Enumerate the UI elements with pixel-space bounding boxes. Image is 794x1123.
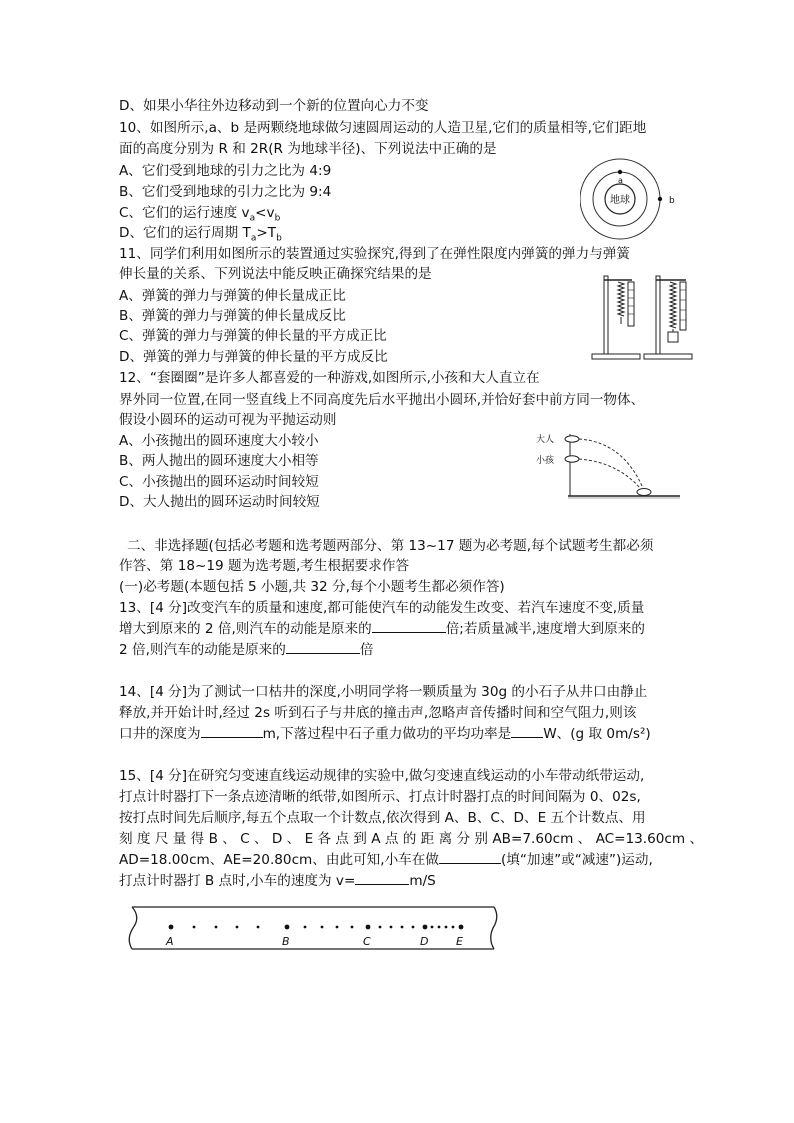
section2-heading-line1: 二、非选择题(包括必考题和选考题两部分、第 13~17 题为必考题,每个试题考生都必须 [127, 538, 654, 554]
tape-label-D: D [420, 935, 429, 948]
q10-option-d-text: D、它们的运行周期 T [119, 225, 251, 241]
q15-line5 [119, 851, 653, 869]
tape-dot-A [169, 925, 174, 930]
tape-right-tear [491, 907, 497, 949]
q14-line3-a: 口井的深度为 [119, 726, 201, 742]
q10-option-c-text: C、它们的运行速度 v [119, 205, 250, 221]
q11-option-a: A、弹簧的弹力与弹簧的伸长量成正比 [119, 288, 346, 304]
q12-stem-line3: 假设小圆环的运动可视为平抛运动则 [119, 412, 337, 428]
spring-stand-right [644, 276, 692, 359]
q10-option-c-sub2: b [274, 213, 281, 224]
tape-dot-B [285, 925, 290, 930]
satellite-b-label: b [669, 196, 675, 206]
q14-line3-b: m,下落过程中石子重力做功的平均功率是 [262, 726, 512, 742]
satellite-a-dot [618, 170, 622, 174]
q12-stem-line1: 12、“套圈圈”是许多人都喜爱的一种游戏,如图所示,小孩和大人直立在 [119, 370, 540, 386]
q15-line5-a: AD=18.00cm、AE=20.80cm、由此可知,小车在做 [119, 852, 439, 868]
q11-option-c: C、弹簧的弹力与弹簧的伸长量的平方成正比 [119, 328, 387, 344]
q10-option-a: A、它们受到地球的引力之比为 4:9 [119, 163, 332, 179]
q10-option-b: B、它们受到地球的引力之比为 9:4 [119, 184, 332, 200]
q15-answer-blank-velocity[interactable] [355, 872, 409, 885]
q10-option-c-mid: <v [255, 205, 275, 221]
q10-option-d-sub1: a [250, 233, 257, 244]
q11-option-b: B、弹簧的弹力与弹簧的伸长量成反比 [119, 308, 346, 324]
q15-line3: 按打点时间先后顺序,每五个点取一个计数点,依次得到 A、B、C、D、E 五个计数点、用 [119, 810, 646, 826]
child-ring [565, 456, 579, 462]
q13-line3 [119, 641, 373, 659]
section2-heading-line2: 作答、第 18~19 题为选考题,考生根据要求作答 [119, 558, 410, 574]
q11-stem-line2: 伸长量的关系、下列说法中能反映正确探究结果的是 [119, 266, 432, 282]
q14-line2: 释放,并开始计时,经过 2s 听到石子与井底的撞击声,忽略声音传播时间和空气阻力,则该 [119, 705, 637, 721]
q13-line2 [119, 620, 645, 638]
ticker-tape-figure [128, 903, 500, 953]
satellite-b-dot [658, 197, 662, 201]
q10-stem-line2: 面的高度分别为 R 和 2R(R 为地球半径)、下列说法中正确的是 [119, 141, 497, 157]
q14-line3-c: W、(g 取 0m/s²) [543, 726, 651, 742]
child-trajectory [579, 459, 640, 488]
tape-label-A: A [166, 935, 174, 948]
q10-option-d-sub2: b [276, 233, 282, 244]
child-label: 小孩 [536, 456, 555, 466]
adult-trajectory [579, 439, 642, 486]
adult-ring [565, 436, 579, 442]
q13-line3-b: 倍 [359, 642, 374, 658]
earth-label: 地球 [610, 195, 630, 206]
q10-option-d-mid: >T [256, 225, 277, 241]
tape-dot-E [459, 925, 464, 930]
tape-dot-D [423, 925, 428, 930]
q14-answer-blank-depth[interactable] [201, 725, 263, 738]
tape-left-tear [129, 907, 137, 949]
spring-stand-left [592, 276, 640, 359]
tape-label-E: E [456, 935, 463, 948]
q15-line1: 15、[4 分]在研究匀变速直线运动规律的实验中,做匀变速直线运动的小车带动纸带运动, [119, 768, 645, 784]
tape-label-B: B [282, 935, 290, 948]
q10-stem-line1: 10、如图所示,a、b 是两颗绕地球做匀速圆周运动的人造卫星,它们的质量相等,它们距地 [119, 120, 647, 136]
adult-label: 大人 [536, 435, 555, 445]
section2-subheading: (一)必考题(本题包括 5 小题,共 32 分,每个小题考生都必须作答) [119, 579, 505, 595]
q12-option-a: A、小孩抛出的圆环速度大小较小 [119, 433, 319, 449]
q15-line2: 打点计时器打下一条点迹清晰的纸带,如图所示、打点计时器打点的时间间隔为 0、02s, [119, 789, 641, 805]
tape-dot-C [366, 925, 371, 930]
q12-option-c: C、小孩抛出的圆环运动时间较短 [119, 474, 319, 490]
q13-answer-blank-2[interactable] [286, 641, 360, 654]
q15-line6-a: 打点计时器打 B 点时,小车的速度为 v= [119, 873, 356, 889]
q13-line3-a: 2 倍,则汽车的动能是原来的 [119, 642, 286, 658]
q12-stem-line2: 界外同一位置,在同一竖直线上不同高度先后水平抛出小圆环,并恰好套中前方同一物体、 [119, 392, 645, 408]
ring-toss-figure [532, 428, 682, 504]
q14-line3 [119, 725, 651, 743]
q15-line5-b: (填“加速”或“减速”)运动, [500, 852, 653, 868]
q14-line1: 14、[4 分]为了测试一口枯井的深度,小明同学将一颗质量为 30g 的小石子从井口由静止 [119, 684, 648, 700]
q13-answer-blank-1[interactable] [372, 620, 446, 633]
satellite-orbit-figure [580, 156, 686, 246]
q13-line1: 13、[4 分]改变汽车的质量和速度,都可能使汽车的动能发生改变、若汽车速度不变,质量 [119, 600, 645, 616]
q15-line6 [119, 872, 436, 890]
q11-stem-line1: 11、同学们利用如图所示的装置通过实验探究,得到了在弹性限度内弹簧的弹力与弹簧 [119, 246, 630, 262]
q14-answer-blank-power[interactable] [511, 725, 543, 738]
q15-line6-b: m/S [409, 873, 436, 889]
q9-option-d: D、如果小华往外边移动到一个新的位置向心力不变 [119, 98, 429, 114]
spring-apparatus-figure [590, 270, 702, 362]
q13-line2-a: 增大到原来的 2 倍,则汽车的动能是原来的 [119, 621, 372, 637]
q13-line2-b: 倍;若质量减半,速度增大到原来的 [445, 621, 645, 637]
satellite-a-label: a [618, 176, 623, 185]
q12-option-b: B、两人抛出的圆环速度大小相等 [119, 453, 319, 469]
q12-option-d: D、大人抛出的圆环运动时间较短 [119, 494, 320, 510]
q15-line4: 刻 度 尺 量 得 B 、 C 、 D 、 E 各 点 到 A 点 的 距 离 分 别 AB=7.60cm 、 AC=13.60cm 、 [119, 831, 704, 847]
tape-label-C: C [363, 935, 371, 948]
q15-answer-blank-motion[interactable] [439, 851, 501, 864]
target-object [637, 489, 651, 496]
q10-option-c-sub1: a [249, 213, 256, 224]
q11-option-d: D、弹簧的弹力与弹簧的伸长量的平方成反比 [119, 349, 388, 365]
tape-dots [169, 925, 464, 930]
